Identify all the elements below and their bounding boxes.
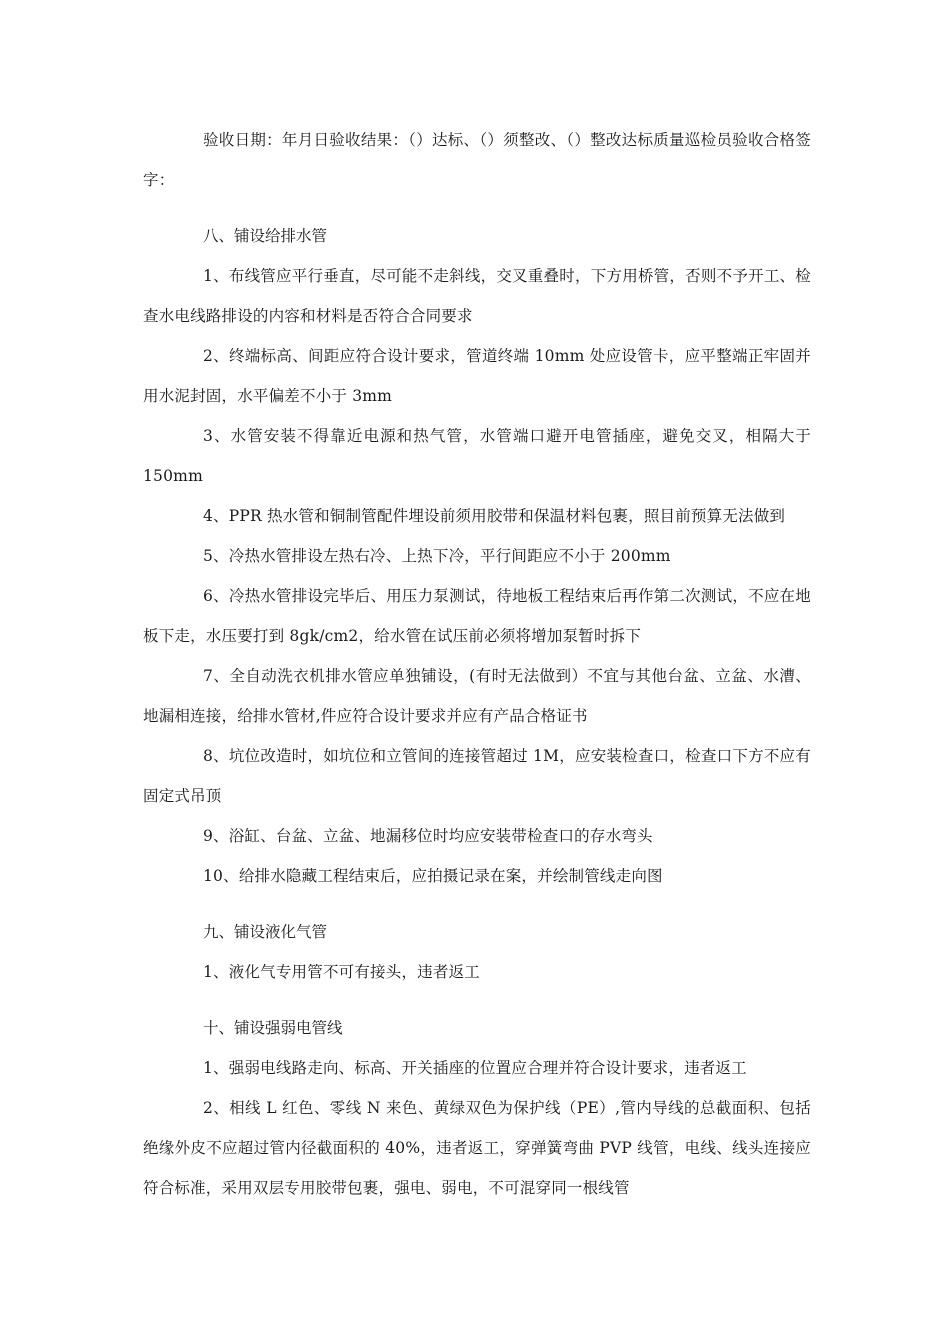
- section-8-item-3: 3、水管安装不得靠近电源和热气管，水管端口避开电管插座，避免交叉，相隔大于150mm: [143, 427, 811, 485]
- section-8-item-9: 9、浴缸、台盆、立盆、地漏移位时均应安装带检查口的存水弯头: [203, 827, 653, 845]
- section-8-heading: 八、铺设给排水管: [203, 227, 328, 245]
- section-spacer: [143, 200, 811, 216]
- section-9-heading: 九、铺设液化气管: [203, 923, 328, 941]
- section-spacer: [143, 896, 811, 912]
- section-8-item-10: 10、给排水隐藏工程结束后，应拍摄记录在案，并绘制管线走向图: [203, 867, 663, 885]
- acceptance-record: 验收日期：年月日验收结果：（）达标、（）须整改、（）整改达标质量巡检员验收合格签字：: [143, 131, 811, 189]
- section-8-item-2: 2、终端标高、间距应符合设计要求，管道终端 10mm 处应设管卡，应平整端正牢固并用水泥封固，水平偏差不小于 3mm: [143, 347, 811, 405]
- section-9-item-1: 1、液化气专用管不可有接头，违者返工: [203, 963, 480, 981]
- section-8-item-1: 1、布线管应平行垂直，尽可能不走斜线，交叉重叠时，下方用桥管，否则不予开工、检查水电线路排设的内容和材料是否符合合同要求: [143, 267, 811, 325]
- section-10-item-1: 1、强弱电线路走向、标高、开关插座的位置应合理并符合设计要求，违者返工: [203, 1059, 747, 1077]
- section-8-item-6: 6、冷热水管排设完毕后、用压力泵测试，待地板工程结束后再作第二次测试，不应在地板下走，水压要打到 8gk/cm2，给水管在试压前必须将增加泵暂时拆下: [143, 587, 811, 645]
- document-body: [143, 120, 811, 1208]
- section-8-item-8: 8、坑位改造时，如坑位和立管间的连接管超过 1M，应安装检查口，检查口下方不应有固定式吊顶: [143, 747, 811, 805]
- section-spacer: [143, 992, 811, 1008]
- section-8-item-4: 4、PPR 热水管和铜制管配件埋设前须用胶带和保温材料包裹，照目前预算无法做到: [203, 507, 786, 525]
- section-8-item-5: 5、冷热水管排设左热右冷、上热下冷，平行间距应不小于 200mm: [203, 547, 671, 565]
- section-10-item-2: 2、相线 L 红色、零线 N 来色、黄绿双色为保护线（PE）,管内导线的总截面积、包括绝缘外皮不应超过管内径截面积的 40%，违者返工，穿弹簧弯曲 PVP 线管，电线、线头连接应符合标准，采用双层专用胶带包裹，强电、弱电，不可混穿同一根线管: [143, 1099, 811, 1197]
- section-8-item-7: 7、全自动洗衣机排水管应单独铺设，(有时无法做到）不宜与其他台盆、立盆、水漕、地漏相连接，给排水管材,件应符合设计要求并应有产品合格证书: [143, 667, 811, 725]
- section-10-heading: 十、铺设强弱电管线: [203, 1019, 343, 1037]
